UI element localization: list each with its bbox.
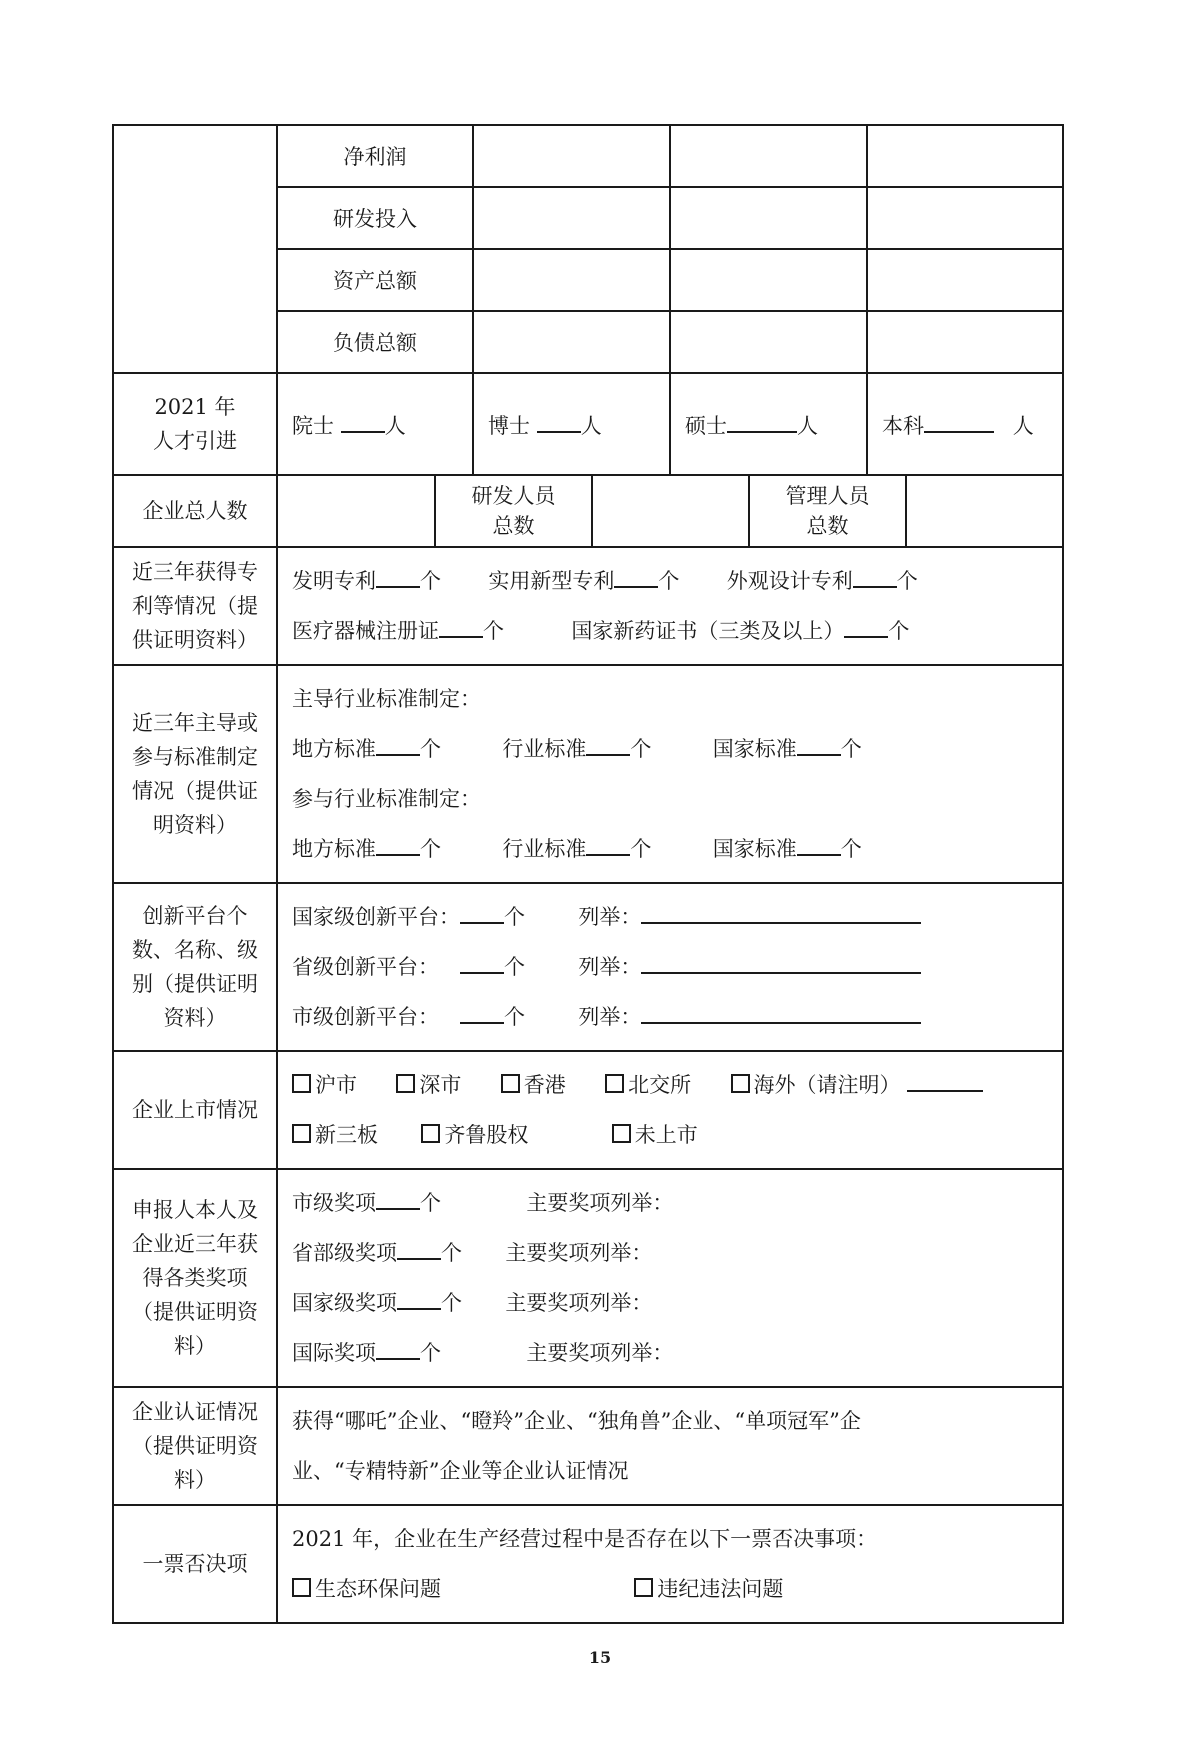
law-checkbox-box[interactable] xyxy=(634,1578,653,1597)
invention-patent-label: 发明专利 xyxy=(292,569,376,593)
hk-label: 香港 xyxy=(523,1073,566,1097)
lead-industry-blank[interactable] xyxy=(586,732,630,756)
medical-device-label: 医疗器械注册证 xyxy=(292,619,439,643)
rd-staff-value[interactable] xyxy=(592,476,749,546)
net-profit-label: 净利润 xyxy=(277,125,473,187)
sz-checkbox[interactable] xyxy=(396,1073,461,1097)
total-staff-value[interactable] xyxy=(278,476,435,546)
sh-checkbox[interactable] xyxy=(292,1073,357,1097)
master-cell[interactable] xyxy=(670,373,867,475)
lead-standards-line xyxy=(292,724,1048,774)
bj-checkbox-box[interactable] xyxy=(605,1074,624,1093)
overseas-blank[interactable] xyxy=(907,1068,983,1092)
listing-line-1 xyxy=(292,1060,1048,1110)
national-platform-list-blank[interactable] xyxy=(641,900,921,924)
net-profit-cell-2[interactable] xyxy=(670,125,867,187)
lead-industry-unit: 个 xyxy=(630,737,652,761)
provincial-platform-line xyxy=(292,942,1048,992)
platforms-content xyxy=(277,883,1063,1051)
rd-staff-label-line2: 总数 xyxy=(492,514,535,538)
city-platform-unit: 个 xyxy=(504,1005,525,1029)
bachelor-blank[interactable] xyxy=(924,409,994,433)
city-award-label: 市级奖项 xyxy=(292,1191,376,1215)
veto-question: 2021 年，企业在生产经营过程中是否存在以下一票否决事项： xyxy=(292,1527,878,1551)
mgmt-staff-label xyxy=(749,476,906,546)
invention-patent-blank[interactable] xyxy=(376,564,420,588)
city-award-unit: 个 xyxy=(420,1191,441,1215)
academician-label: 院士 xyxy=(292,413,334,438)
overseas-checkbox[interactable] xyxy=(731,1073,901,1097)
doctor-cell[interactable] xyxy=(473,373,670,475)
design-patent-label: 外观设计专利 xyxy=(726,569,853,593)
lead-local-label: 地方标准 xyxy=(292,737,376,761)
lead-local-blank[interactable] xyxy=(376,732,420,756)
mgmt-staff-label-line2: 总数 xyxy=(806,514,849,538)
city-platform-list-label: 列举： xyxy=(578,1005,642,1029)
join-standards-line xyxy=(292,824,1048,874)
provincial-award-line xyxy=(292,1228,1048,1278)
lead-national-unit: 个 xyxy=(840,737,862,761)
total-assets-cell-3[interactable] xyxy=(867,249,1063,311)
city-platform-list-blank[interactable] xyxy=(641,1000,921,1024)
new-drug-blank[interactable] xyxy=(844,614,888,638)
talent-label-text: 人才引进 xyxy=(153,429,237,453)
staff-label: 企业总人数 xyxy=(113,475,277,547)
rd-investment-cell-2[interactable] xyxy=(670,187,867,249)
law-label: 违纪违法问题 xyxy=(657,1577,784,1601)
listing-label: 企业上市情况 xyxy=(113,1051,277,1169)
national-award-list-label: 主要奖项列举： xyxy=(505,1291,653,1315)
bachelor-cell[interactable] xyxy=(867,373,1063,475)
neeq-label: 新三板 xyxy=(315,1123,378,1147)
doctor-blank[interactable] xyxy=(537,409,581,433)
veto-content xyxy=(277,1505,1063,1623)
law-checkbox[interactable] xyxy=(634,1577,783,1601)
awards-label: 申报人本人及企业近三年获得各类奖项（提供证明资料） xyxy=(113,1169,277,1387)
rd-staff-label-line1: 研发人员 xyxy=(471,484,556,508)
international-award-line xyxy=(292,1328,1048,1378)
national-award-blank[interactable] xyxy=(397,1286,441,1310)
mgmt-staff-label-line1: 管理人员 xyxy=(785,484,870,508)
bachelor-label: 本科 xyxy=(882,413,924,438)
total-liabilities-label: 负债总额 xyxy=(277,311,473,373)
total-assets-label: 资产总额 xyxy=(277,249,473,311)
join-industry-blank[interactable] xyxy=(586,832,630,856)
overseas-checkbox-box[interactable] xyxy=(731,1074,750,1093)
international-award-label: 国际奖项 xyxy=(292,1341,376,1365)
city-platform-line xyxy=(292,992,1048,1042)
provincial-platform-unit: 个 xyxy=(504,955,525,979)
sh-checkbox-box[interactable] xyxy=(292,1074,311,1093)
join-national-label: 国家标准 xyxy=(712,837,797,861)
national-platform-blank[interactable] xyxy=(460,900,504,924)
total-liabilities-cell-2[interactable] xyxy=(670,311,867,373)
city-platform-blank[interactable] xyxy=(460,1000,504,1024)
bachelor-unit: 人 xyxy=(1012,413,1034,438)
form-table xyxy=(112,124,1064,1624)
total-assets-cell-2[interactable] xyxy=(670,249,867,311)
rd-investment-cell-3[interactable] xyxy=(867,187,1063,249)
veto-options xyxy=(292,1564,1048,1614)
master-blank[interactable] xyxy=(727,409,797,433)
utility-patent-label: 实用新型专利 xyxy=(488,569,615,593)
city-award-list-label: 主要奖项列举： xyxy=(526,1191,674,1215)
qilu-label: 齐鲁股权 xyxy=(444,1123,529,1147)
hk-checkbox-box[interactable] xyxy=(501,1074,520,1093)
qilu-checkbox-box[interactable] xyxy=(421,1124,440,1143)
join-national-unit: 个 xyxy=(840,837,862,861)
patents-content xyxy=(277,547,1063,665)
national-platform-list-label: 列举： xyxy=(578,905,642,929)
certification-line-2: 业、“专精特新”企业等企业认证情况 xyxy=(292,1459,629,1483)
staff-inner-table xyxy=(278,476,1200,546)
patents-line-1 xyxy=(292,556,1048,606)
provincial-award-label: 省部级奖项 xyxy=(292,1241,397,1265)
lead-national-label: 国家标准 xyxy=(712,737,797,761)
lead-industry-label: 行业标准 xyxy=(502,737,587,761)
join-local-unit: 个 xyxy=(420,837,441,861)
national-award-label: 国家级奖项 xyxy=(292,1291,397,1315)
provincial-award-blank[interactable] xyxy=(397,1236,441,1260)
join-local-blank[interactable] xyxy=(376,832,420,856)
master-unit: 人 xyxy=(797,413,818,438)
doctor-label: 博士 xyxy=(488,413,530,438)
finance-label-cell xyxy=(113,125,277,373)
mgmt-staff-value[interactable] xyxy=(906,476,1200,546)
patents-label: 近三年获得专利等情况（提供证明资料） xyxy=(113,547,277,665)
design-patent-blank[interactable] xyxy=(853,564,897,588)
academician-blank[interactable] xyxy=(341,409,385,433)
medical-device-blank[interactable] xyxy=(439,614,483,638)
sh-label: 沪市 xyxy=(315,1073,357,1097)
rd-staff-label xyxy=(435,476,592,546)
provincial-platform-blank[interactable] xyxy=(460,950,504,974)
international-award-list-label: 主要奖项列举： xyxy=(526,1341,674,1365)
standards-label: 近三年主导或参与标准制定情况（提供证明资料） xyxy=(113,665,277,883)
unlisted-checkbox-box[interactable] xyxy=(612,1124,631,1143)
provincial-platform-label: 省级创新平台： xyxy=(292,955,439,979)
unlisted-label: 未上市 xyxy=(634,1123,698,1147)
rd-investment-cell-1[interactable] xyxy=(473,187,670,249)
veto-label: 一票否决项 xyxy=(113,1505,277,1623)
staff-row xyxy=(277,475,1063,547)
lead-standards-title: 主导行业标准制定： xyxy=(292,687,481,711)
overseas-label: 海外（请注明） xyxy=(753,1073,901,1097)
new-drug-unit: 个 xyxy=(888,619,910,643)
national-award-line xyxy=(292,1278,1048,1328)
listing-content xyxy=(277,1051,1063,1169)
national-platform-line xyxy=(292,892,1048,942)
academician-cell[interactable] xyxy=(277,373,473,475)
net-profit-cell-1[interactable] xyxy=(473,125,670,187)
invention-patent-unit: 个 xyxy=(420,569,441,593)
city-platform-label: 市级创新平台： xyxy=(292,1005,439,1029)
certification-line-1: 获得“哪吒”企业、“瞪羚”企业、“独角兽”企业、“单项冠军”企 xyxy=(292,1409,861,1433)
utility-patent-blank[interactable] xyxy=(614,564,658,588)
hk-checkbox[interactable] xyxy=(501,1073,566,1097)
international-award-unit: 个 xyxy=(420,1341,441,1365)
national-platform-unit: 个 xyxy=(504,905,525,929)
eco-checkbox-box[interactable] xyxy=(292,1578,311,1597)
join-industry-label: 行业标准 xyxy=(502,837,587,861)
page-number: 15 xyxy=(588,1648,612,1667)
sz-checkbox-box[interactable] xyxy=(396,1074,415,1093)
medical-device-unit: 个 xyxy=(483,619,504,643)
qilu-checkbox[interactable] xyxy=(421,1123,528,1147)
utility-patent-unit: 个 xyxy=(658,569,680,593)
application-form xyxy=(112,124,1062,1624)
unlisted-checkbox[interactable] xyxy=(612,1123,698,1147)
provincial-award-list-label: 主要奖项列举： xyxy=(505,1241,653,1265)
academician-unit: 人 xyxy=(384,413,406,438)
international-award-blank[interactable] xyxy=(376,1336,420,1360)
provincial-platform-list-blank[interactable] xyxy=(641,950,921,974)
listing-line-2 xyxy=(292,1110,1048,1160)
lead-national-blank[interactable] xyxy=(797,732,841,756)
join-national-blank[interactable] xyxy=(797,832,841,856)
neeq-checkbox-box[interactable] xyxy=(292,1124,311,1143)
lead-local-unit: 个 xyxy=(420,737,441,761)
doctor-unit: 人 xyxy=(580,413,602,438)
certification-content xyxy=(277,1387,1063,1505)
standards-content xyxy=(277,665,1063,883)
provincial-platform-list-label: 列举： xyxy=(578,955,642,979)
talent-label-year: 2021 年 xyxy=(154,395,236,419)
new-drug-label: 国家新药证书（三类及以上） xyxy=(571,619,845,643)
design-patent-unit: 个 xyxy=(896,569,918,593)
join-industry-unit: 个 xyxy=(630,837,652,861)
neeq-checkbox[interactable] xyxy=(292,1123,378,1147)
join-standards-title: 参与行业标准制定： xyxy=(292,787,481,811)
sz-label: 深市 xyxy=(419,1073,462,1097)
talent-label xyxy=(113,373,277,475)
provincial-award-unit: 个 xyxy=(441,1241,462,1265)
awards-content xyxy=(277,1169,1063,1387)
eco-checkbox[interactable] xyxy=(292,1577,441,1601)
bj-label: 北交所 xyxy=(628,1073,692,1097)
city-award-line xyxy=(292,1178,1048,1228)
national-award-unit: 个 xyxy=(441,1291,462,1315)
bj-checkbox[interactable] xyxy=(605,1073,691,1097)
platforms-label: 创新平台个数、名称、级别（提供证明资料） xyxy=(113,883,277,1051)
national-platform-label: 国家级创新平台： xyxy=(292,905,460,929)
total-assets-cell-1[interactable] xyxy=(473,249,670,311)
eco-label: 生态环保问题 xyxy=(315,1577,441,1601)
total-liabilities-cell-1[interactable] xyxy=(473,311,670,373)
net-profit-cell-3[interactable] xyxy=(867,125,1063,187)
total-liabilities-cell-3[interactable] xyxy=(867,311,1063,373)
rd-investment-label: 研发投入 xyxy=(277,187,473,249)
certification-label: 企业认证情况（提供证明资料） xyxy=(113,1387,277,1505)
join-local-label: 地方标准 xyxy=(292,837,376,861)
city-award-blank[interactable] xyxy=(376,1186,420,1210)
patents-line-2 xyxy=(292,606,1048,656)
master-label: 硕士 xyxy=(685,413,727,438)
